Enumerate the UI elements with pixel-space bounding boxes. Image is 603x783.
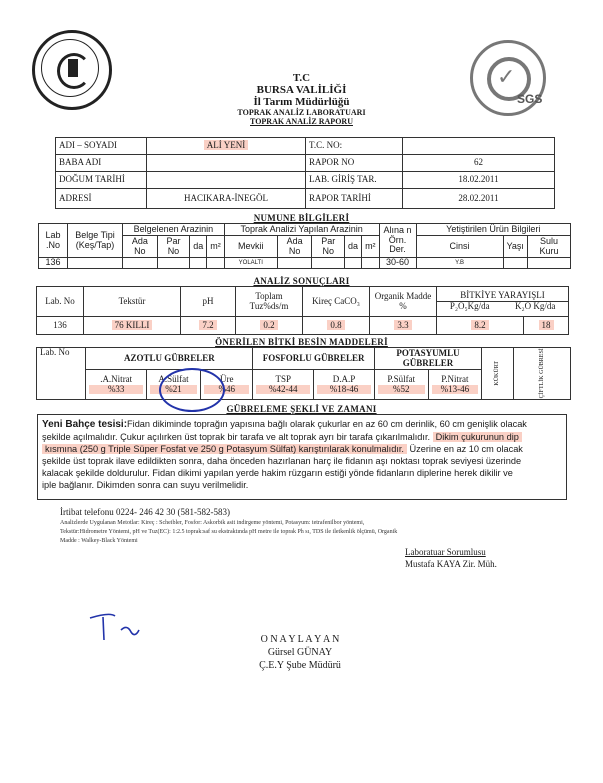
ure-value: %46 [204,385,249,395]
header-mudurluk: İl Tarım Müdürlüğü [253,96,350,108]
metot-line-2: Tekstür:Hidrometre Yöntemi, pH ve Tuz(EC): 1:2.5 toprak:saf su ekstraktında pH metre ile toprak Ph sı, TDS ile iletkenlik ölçümü, Organik [60,529,398,535]
numune-derinlik: 30-60 [379,258,416,269]
gubreleme-line-2b: Dikim çukurunun dip [433,432,522,442]
gubreleme-line-1: Fidan dikiminde toprağın yapısına bağlı olarak çukurlar en az 60 cm derinlik, 60 cm genişlik olacak [127,419,527,429]
gubreleme-text-box [37,414,567,500]
kirec-label: Kireç CaCO₃ [303,287,370,317]
dogum-tarihi-value [147,172,306,189]
ph-label: pH [181,287,236,317]
gubreleme-line-4: şekilde üst toprak ilave edildikten sonra, daha önceden hazırlanan harç ile fidanın aşı noktası toprak seviyesi üzerinde [42,456,522,466]
urun-bilgileri-label: Yetiştirilen Ürün Bilgileri [416,224,570,236]
onaylayan-title: O N A Y L A Y A N [260,634,340,645]
dogum-tarihi-label: DOĞUM TARİHİ [56,172,147,189]
header-valilik: BURSA VALİLİĞİ [256,84,347,96]
tsp-value: %42-44 [256,385,310,395]
gubreleme-line-5: kalacak şekilde doldurulur. Fidan dikimi yapılan yerde hakim rüzgarın estiği yönde fidanların diplerine herek dikilir ve [42,468,513,478]
gubreleme-title: GÜBRELEME ŞEKLİ VE ZAMANI [226,404,377,414]
p-nitrat-value: %13-46 [432,385,479,395]
tc-value [403,138,555,155]
p-nitrat-label: P.Nitrat [441,373,469,384]
tuz-label: Toplam Tuz%ds/m [236,287,303,317]
iso-certification-seal: ✓ [470,40,546,116]
organik-madde-label: Organik Madde % [370,287,437,317]
numune-table [38,223,571,269]
gubreleme-line-3b: Üzerine en az 10 cm olacak [406,444,523,454]
analiz-lab-no: 136 [37,317,84,335]
handwritten-signature [85,608,145,648]
p2o5-value: 8.2 [471,320,488,330]
belge-m2-label: m² [207,236,225,258]
onaylayan-name: Gürsel GÜNAY [267,647,333,658]
irtibat-telefonu: İrtibat telefonu 0224- 246 42 30 (581-582-583) [60,507,230,517]
belge-da-label: da [190,236,207,258]
lab-sorumlusu [405,546,497,570]
a-sulfat-value: %21 [150,385,197,395]
lab-giris-value: 18.02.2011 [403,172,555,189]
mevkii-label: Mevkii [224,236,277,258]
numune-lab-no-label: Lab .No [39,224,68,258]
potasyumlu-label: POTASYUMLU GÜBRELER [374,348,481,370]
metot-line-3: Madde : Walkey-Black Yöntemi [60,538,138,544]
baba-adi-value [147,155,306,172]
lab-giris-label: LAB. GİRİŞ TAR. [306,172,403,189]
azotlu-label: AZOTLU GÜBRELER [86,348,253,370]
header-report: TOPRAK ANALİZ RAPORU [250,117,353,126]
header [0,72,603,126]
alinan-derinlik-label: Alına n Örn. Der. [379,224,416,258]
ad-soyadi-value: ALİ YENİ [204,140,248,150]
analiz-metotlari [60,519,560,546]
tc-label: T.C. NO: [306,138,403,155]
sulu-kuru-label: Sulu Kuru [527,236,570,258]
adres-label: ADRESİ [56,189,147,209]
p-sulfat-label: P.Sülfat [387,373,416,384]
header-lab: TOPRAK ANALİZ LABORATUARI [237,108,366,117]
rapor-tarihi-value: 28.02.2011 [403,189,555,209]
fosforlu-label: FOSFORLU GÜBRELER [253,348,375,370]
header-tc: T.C [292,72,311,84]
a-nitrat-value: %33 [89,385,143,395]
numune-mevkii: YOLALTI [224,258,277,269]
toprak-analiz-arazi-label: Toprak Analizi Yapılan Arazinin [224,224,379,236]
ure-label: Üre [220,373,234,384]
a-nitrat-label: .A.Nitrat [100,373,133,384]
ciftlik-gubresi-label: ÇİFTLİK GÜBRESİ [538,348,545,399]
gubreleme-line-6: iple bağlanır. Dikimden sonra can suyu verilmelidir. [42,480,249,490]
tuz-value: 0.2 [260,320,277,330]
personal-info-table [55,137,555,209]
toprak-m2-label: m² [362,236,380,258]
toprak-da-label: da [345,236,362,258]
ad-soyadi-label: ADI – SOYADI [56,138,147,155]
belgelenen-arazi-label: Belgelenen Arazinin [123,224,225,236]
dap-value: %18-46 [317,385,371,395]
analiz-title: ANALİZ SONUÇLARI [253,276,350,286]
gubreleme-line-2a: şekilde açılmalıdır. Çukur açılırken üst toprak bir tarafa ve alt toprak ayrı bir tarafa çıkarılmalıdır. [42,432,433,442]
onaylayan-block [200,633,400,672]
toprak-par-label: Par No [312,236,345,258]
tekstur-label: Tekstür [84,287,181,317]
rapor-no-label: RAPOR NO [306,155,403,172]
kukurt-label: KÜKÜRT [494,361,501,386]
lab-sorumlusu-title: Laboratuar Sorumlusu [405,547,486,557]
numune-cinsi: Y.B [416,258,503,269]
kirec-value: 0.8 [327,320,344,330]
gubreleme-lead: Yeni Bahçe tesisi: [42,419,128,430]
a-sulfat-label: A.Sülfat [158,373,189,384]
bitkiye-yarayisli-label: BİTKİYE YARAYIŞLI [437,291,568,302]
tekstur-value: 76 KILLI [112,320,153,330]
dap-label: D.A.P [332,373,356,384]
ph-value: 7.2 [199,320,216,330]
gubre-onerisi-table [36,347,571,400]
oneri-lab-no-label: Lab. No [37,348,86,400]
lab-sorumlusu-name: Mustafa KAYA Zir. Müh. [405,559,497,569]
tsp-label: TSP [275,373,292,384]
adres-value: HACIKARA-İNEGÖL [147,189,306,209]
belge-par-label: Par No [157,236,190,258]
numune-title: NUMUNE BİLGİLERİ [253,213,350,223]
rapor-tarihi-label: RAPOR TARİHİ [306,189,403,209]
organik-value: 3.3 [394,320,411,330]
p-sulfat-value: %52 [378,385,425,395]
k2o-value: 18 [539,320,554,330]
rapor-no-value: 62 [403,155,555,172]
numune-lab-no: 136 [39,258,68,269]
analiz-table [36,286,569,335]
p2o5-label: P₂O₅Kg/da [449,301,490,311]
baba-adi-label: BABA ADI [56,155,147,172]
toprak-ada-label: Ada No [277,236,312,258]
onaylayan-position: Ç.E.Y Şube Müdürü [259,660,341,671]
cinsi-label: Cinsi [416,236,503,258]
k2o-label: K₂O Kg/da [515,301,556,311]
metot-line-1: Analizlerde Uygulanan Metotlar: Kireç : Scheibler, Fosfor: Askorbik asit indirgeme yöntemi, Potasyum: tetrafenilbor yöntemi, [60,520,365,526]
oneri-title: ÖNERİLEN BİTKİ BESİN MADDELERİ [215,337,388,347]
sgs-logo-text: SGS [517,92,543,106]
gubreleme-line-3a: kısmına (250 g Triple Süper Fosfat ve 250 g Potasyum Sülfat) karıştırılarak konulmalıdır. [42,444,407,454]
yasi-label: Yaşı [503,236,527,258]
belge-ada-label: Ada No [123,236,158,258]
numune-belge-label: Belge Tipi (Keş/Tap) [68,224,123,258]
analiz-lab-no-label: Lab. No [37,287,84,317]
